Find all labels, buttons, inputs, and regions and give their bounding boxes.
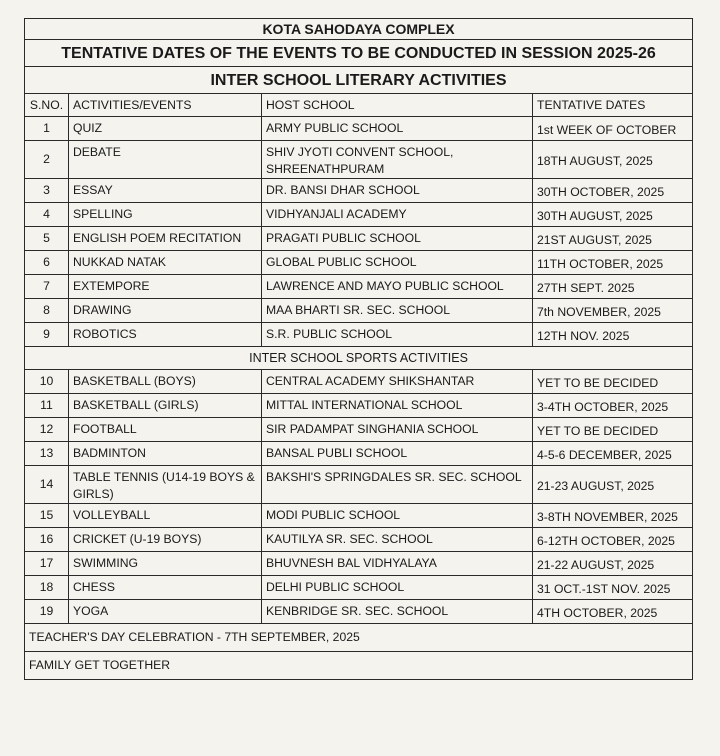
activity-cell: BADMINTON — [69, 442, 262, 466]
activity-cell: FOOTBALL — [69, 418, 262, 442]
table-row — [25, 394, 693, 418]
table-row — [25, 179, 693, 203]
sno-cell: 8 — [25, 299, 69, 323]
date-cell: 18TH AUGUST, 2025 — [533, 141, 693, 179]
sno-cell: 15 — [25, 504, 69, 528]
sports-section-title: INTER SCHOOL SPORTS ACTIVITIES — [25, 347, 693, 370]
sno-cell: 13 — [25, 442, 69, 466]
sno-cell: 17 — [25, 552, 69, 576]
date-cell: 3-4TH OCTOBER, 2025 — [533, 394, 693, 418]
table-row — [25, 466, 693, 504]
sno-cell: 9 — [25, 323, 69, 347]
host-cell: LAWRENCE AND MAYO PUBLIC SCHOOL — [262, 275, 533, 299]
sno-cell: 18 — [25, 576, 69, 600]
activity-cell: SWIMMING — [69, 552, 262, 576]
sno-cell: 16 — [25, 528, 69, 552]
table-row — [25, 141, 693, 179]
sno-cell: 14 — [25, 466, 69, 504]
table-row — [25, 323, 693, 347]
activity-cell: ROBOTICS — [69, 323, 262, 347]
table-row — [25, 576, 693, 600]
sno-cell: 1 — [25, 117, 69, 141]
host-cell: MAA BHARTI SR. SEC. SCHOOL — [262, 299, 533, 323]
table-row — [25, 117, 693, 141]
events-sheet — [24, 18, 692, 680]
literary-section-title: INTER SCHOOL LITERARY ACTIVITIES — [25, 67, 693, 94]
host-cell: MITTAL INTERNATIONAL SCHOOL — [262, 394, 533, 418]
date-cell: 12TH NOV. 2025 — [533, 323, 693, 347]
events-table — [24, 18, 693, 680]
date-cell: 3-8TH NOVEMBER, 2025 — [533, 504, 693, 528]
literary-section-row — [25, 67, 693, 94]
activity-cell: BASKETBALL (BOYS) — [69, 370, 262, 394]
table-row — [25, 275, 693, 299]
host-cell: S.R. PUBLIC SCHOOL — [262, 323, 533, 347]
table-row — [25, 203, 693, 227]
table-row — [25, 442, 693, 466]
sno-cell: 5 — [25, 227, 69, 251]
host-cell: PRAGATI PUBLIC SCHOOL — [262, 227, 533, 251]
sno-cell: 12 — [25, 418, 69, 442]
organization-title: KOTA SAHODAYA COMPLEX — [25, 19, 693, 40]
activity-cell: YOGA — [69, 600, 262, 624]
table-row — [25, 528, 693, 552]
subtitle-row — [25, 40, 693, 67]
date-cell: 11TH OCTOBER, 2025 — [533, 251, 693, 275]
date-cell: YET TO BE DECIDED — [533, 418, 693, 442]
host-cell: GLOBAL PUBLIC SCHOOL — [262, 251, 533, 275]
host-cell: BAKSHI'S SPRINGDALES SR. SEC. SCHOOL — [262, 466, 533, 504]
host-cell: DR. BANSI DHAR SCHOOL — [262, 179, 533, 203]
table-row — [25, 227, 693, 251]
title-row — [25, 19, 693, 40]
teachers-day-row — [25, 624, 693, 652]
col-header-date: TENTATIVE DATES — [533, 94, 693, 117]
host-cell: MODI PUBLIC SCHOOL — [262, 504, 533, 528]
table-row — [25, 251, 693, 275]
table-row — [25, 370, 693, 394]
family-row — [25, 652, 693, 680]
table-row — [25, 552, 693, 576]
col-header-host: HOST SCHOOL — [262, 94, 533, 117]
col-header-activity: ACTIVITIES/EVENTS — [69, 94, 262, 117]
date-cell: 4-5-6 DECEMBER, 2025 — [533, 442, 693, 466]
host-cell: ARMY PUBLIC SCHOOL — [262, 117, 533, 141]
activity-cell: CRICKET (U-19 BOYS) — [69, 528, 262, 552]
table-row — [25, 504, 693, 528]
host-cell: BANSAL PUBLI SCHOOL — [262, 442, 533, 466]
sno-cell: 6 — [25, 251, 69, 275]
date-cell: 7th NOVEMBER, 2025 — [533, 299, 693, 323]
host-cell: KAUTILYA SR. SEC. SCHOOL — [262, 528, 533, 552]
activity-cell: DEBATE — [69, 141, 262, 179]
col-header-sno: S.NO. — [25, 94, 69, 117]
sno-cell: 2 — [25, 141, 69, 179]
sno-cell: 4 — [25, 203, 69, 227]
sno-cell: 3 — [25, 179, 69, 203]
date-cell: 1st WEEK OF OCTOBER — [533, 117, 693, 141]
activity-cell: TABLE TENNIS (U14-19 BOYS & GIRLS) — [69, 466, 262, 504]
activity-cell: QUIZ — [69, 117, 262, 141]
family-row-text: FAMILY GET TOGETHER — [25, 652, 693, 680]
activity-cell: NUKKAD NATAK — [69, 251, 262, 275]
sno-cell: 11 — [25, 394, 69, 418]
date-cell: YET TO BE DECIDED — [533, 370, 693, 394]
session-subtitle: TENTATIVE DATES OF THE EVENTS TO BE CONDUCTED IN SESSION 2025-26 — [25, 40, 693, 67]
table-row — [25, 299, 693, 323]
host-cell: SHIV JYOTI CONVENT SCHOOL, SHREENATHPURAM — [262, 141, 533, 179]
activity-cell: VOLLEYBALL — [69, 504, 262, 528]
activity-cell: ESSAY — [69, 179, 262, 203]
date-cell: 31 OCT.-1ST NOV. 2025 — [533, 576, 693, 600]
teachers-day-row-text: TEACHER'S DAY CELEBRATION - 7TH SEPTEMBER, 2025 — [25, 624, 693, 652]
column-header-row — [25, 94, 693, 117]
host-cell: CENTRAL ACADEMY SHIKSHANTAR — [262, 370, 533, 394]
host-cell: KENBRIDGE SR. SEC. SCHOOL — [262, 600, 533, 624]
sports-section-row — [25, 347, 693, 370]
activity-cell: BASKETBALL (GIRLS) — [69, 394, 262, 418]
date-cell: 21-23 AUGUST, 2025 — [533, 466, 693, 504]
table-row — [25, 418, 693, 442]
date-cell: 21ST AUGUST, 2025 — [533, 227, 693, 251]
sno-cell: 10 — [25, 370, 69, 394]
host-cell: VIDHYANJALI ACADEMY — [262, 203, 533, 227]
activity-cell: CHESS — [69, 576, 262, 600]
sno-cell: 19 — [25, 600, 69, 624]
host-cell: BHUVNESH BAL VIDHYALAYA — [262, 552, 533, 576]
host-cell: SIR PADAMPAT SINGHANIA SCHOOL — [262, 418, 533, 442]
activity-cell: ENGLISH POEM RECITATION — [69, 227, 262, 251]
date-cell: 30TH AUGUST, 2025 — [533, 203, 693, 227]
activity-cell: SPELLING — [69, 203, 262, 227]
date-cell: 6-12TH OCTOBER, 2025 — [533, 528, 693, 552]
activity-cell: EXTEMPORE — [69, 275, 262, 299]
date-cell: 27TH SEPT. 2025 — [533, 275, 693, 299]
date-cell: 4TH OCTOBER, 2025 — [533, 600, 693, 624]
sno-cell: 7 — [25, 275, 69, 299]
host-cell: DELHI PUBLIC SCHOOL — [262, 576, 533, 600]
activity-cell: DRAWING — [69, 299, 262, 323]
date-cell: 21-22 AUGUST, 2025 — [533, 552, 693, 576]
table-row — [25, 600, 693, 624]
date-cell: 30TH OCTOBER, 2025 — [533, 179, 693, 203]
